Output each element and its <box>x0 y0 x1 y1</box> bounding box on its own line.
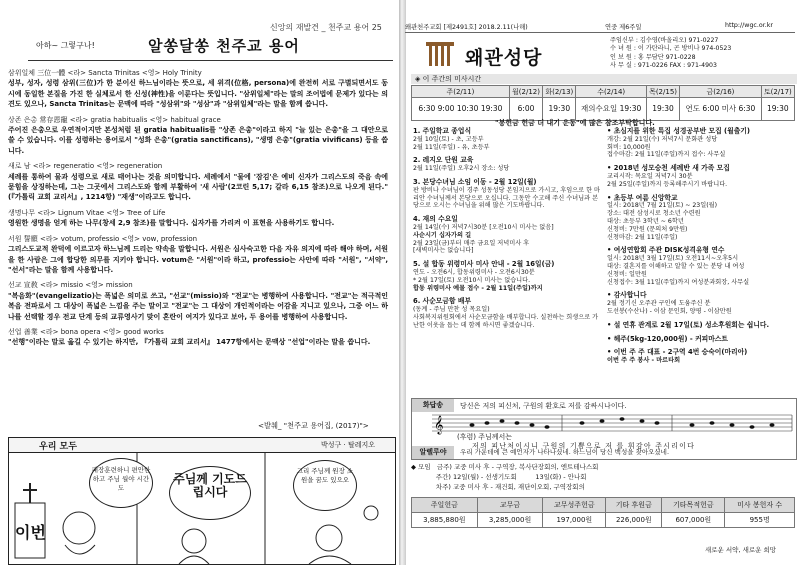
term-entry <box>8 208 388 229</box>
psalm-text: 당신은 저의 피신처, 구원의 환호로 저를 감싸시나이다. <box>460 402 627 410</box>
finance-table <box>411 497 795 528</box>
news-line: 대상: 초등부 3학년 ~ 6학년 <box>607 217 684 225</box>
alleluia-text: 우리 가운데에 큰 예언자가 나타나셨네. 하느님이 당신 백성을 찾아오셨네. <box>460 448 670 456</box>
mass-day: 월(2/12) <box>509 86 542 98</box>
meeting-line: 주간) 12일(월) - 선생기도회 13일(화) - 안나회 <box>411 473 587 481</box>
news-title: • 여성연합회 주관 DISK성격유형 연수 <box>607 246 725 255</box>
news-title: 4. 재의 수요일 <box>413 215 458 224</box>
term-definition: 그리스도교적 완덕에 이르고자 하느님께 드리는 약속을 말합니다. 서원은 심사숙고한 다음 자유 의지에 따라 해야 하며, 서원을 한 사람은 그에 합당한 의무를 지키야 합니다. votum은 "서원"이라 하고, professio는 사안에 따라 "서원", "서약", "선서"라는 말을 함께 사용합니다. <box>8 245 388 274</box>
news-line: * 2월 17일(토) 오전10시 미사는 없습니다. <box>413 276 531 284</box>
news-item <box>413 128 603 151</box>
news-line: 신청마감: 2월 11일(주일) <box>607 233 678 241</box>
news-item <box>607 128 797 159</box>
speech-bubble: 그리 주님께 원장 소원을 꿈도 있으오 <box>293 460 357 511</box>
mass-time: 연도 6:00 미사 6:30 <box>680 98 761 121</box>
news-line: 일시: 2018년 7월 21일(토) ~ 23일(월) <box>607 202 718 210</box>
news-line: 2월 25일(주일)까지 등록해주시기 바랍니다. <box>607 180 728 188</box>
mass-day: 목(2/15) <box>646 86 679 98</box>
news-title: 2. 레지오 단원 교육 <box>413 156 474 165</box>
citation: <발췌_ "천주교 용어집, (2017)"> <box>258 421 369 430</box>
staff-line: 사 무 실 : 971-0226 FAX : 971-4903 <box>610 62 717 70</box>
staff-line: 인 보 원 : 홍 무담단 971-0228 <box>610 53 696 61</box>
church-logo-icon <box>425 40 455 68</box>
footer-slogan: 새로운 서약, 새로운 희망 <box>705 546 777 554</box>
term-entry <box>8 115 388 157</box>
news-title: • 2018년 성모승천 세례반 새 가족 모집 <box>607 164 730 173</box>
finance-value: 226,000원 <box>606 513 662 528</box>
news-title: • 설 연휴 관계로 2월 17일(토) 성소후원회는 쉽니다. <box>607 320 770 329</box>
news-item <box>413 298 603 329</box>
news-line: 사순시기 십자가의 길 <box>413 231 472 239</box>
website-link[interactable]: http://wgc.or.kr <box>725 22 774 29</box>
term-heading: 서원 誓願 <라> votum, professio <영> vow, profession <box>8 234 198 243</box>
finance-header: 교무성주헌금 <box>543 498 606 513</box>
news-line: 2월 11일(주일) - 유, 초등부 <box>413 143 490 151</box>
news-item <box>607 349 797 365</box>
mass-title: ◈ 이 주간의 미사시간 <box>411 74 797 84</box>
mass-time: 6:30 9:00 10:30 19:30 <box>412 98 510 121</box>
news-left-column <box>413 128 603 336</box>
mass-day: 수(2/14) <box>576 86 646 98</box>
finance-header: 기타목적헌금 <box>662 498 725 513</box>
term-entry <box>8 280 388 322</box>
meeting-line: 차주) 교중 미사 후 - 재건회, 재단이오회, 구역장회의 <box>411 483 585 491</box>
mass-day: 주(2/11) <box>412 86 510 98</box>
meetings <box>411 462 795 492</box>
term-definition: 영원한 생명을 얻게 하는 나무(창세 2,9 참조)를 말합니다. 십자가를 가리켜 이 표현을 사용하기도 합니다. <box>8 219 335 228</box>
news-item <box>607 322 797 330</box>
finance-header: 미사 봉헌자 수 <box>725 498 795 513</box>
news-line: 신청비: 7만원 (문의처 9만원) <box>607 225 688 233</box>
news-line: 회비: 10,000원 <box>607 143 651 151</box>
news-line: 일시: 2018년 3월 17일(토) 오전11시~오후5시 <box>607 255 739 263</box>
finance-header: 교무금 <box>477 498 543 513</box>
psalm-lyric-2: 저의 피난처이시니 구원의 기쁨으로 저 를 휘감아 주시리이다 <box>472 442 696 450</box>
news-item <box>413 157 603 173</box>
term-entry <box>8 161 388 203</box>
svg-text:𝄞: 𝄞 <box>434 415 444 434</box>
mass-schedule <box>411 85 795 121</box>
comic-author: 박성구 · 탈레지오 <box>321 441 376 449</box>
news-line: 대상: 결혼지를 이해하고 알할 수 있는 분당 내 여성 <box>607 262 745 270</box>
term-entry <box>8 327 388 348</box>
staff-line: 수 녀 원 : 이 가탄라니, 곤 방비나 974-0523 <box>610 45 732 53</box>
news-title: 1. 주일학교 종업식 <box>413 127 472 135</box>
news-line: 2월 11일(주일) 오후2시 장소: 성당 <box>413 165 510 173</box>
alleluia-label: 알렐루야 <box>412 446 454 459</box>
aha-label: 아하~ 그렇구나! <box>36 41 95 50</box>
psalm-box <box>411 398 797 460</box>
mass-time: 19:30 <box>543 98 576 121</box>
finance-value: 197,000원 <box>543 513 606 528</box>
news-line: [새벽미사는 없습니다] <box>413 247 474 255</box>
news-line: 도선봉(수산나) - 이삼 문인회, 양평 - 이삼만원 <box>607 307 732 315</box>
news-item <box>413 261 603 292</box>
issue-info: 왜관천주교회 [제2491호] 2018.2.11(나해) <box>405 24 528 31</box>
news-line: 2월 정기신 오주관 구인에 도움주신 분 <box>607 300 711 308</box>
mass-day: 화(2/13) <box>543 86 576 98</box>
psalm-lyric-1: (후렴) 주님께서는 <box>457 433 513 441</box>
speech-bubble: 패장훈련하니 편안한 하고 주님 월야 시간도 <box>89 458 153 508</box>
news-line: 사회복지위원회에서 사순모금함을 배부합니다. 실천하는 희생으로 가난한 이웃을 돕는 데 함께 하시면 좋겠습니다. <box>413 313 599 329</box>
news-line: 이번 주 주 봉사 - 마르타회 <box>607 357 681 365</box>
title-box <box>28 33 393 61</box>
news-title: 5. 설 합동 위령미사 미사 안내 - 2월 16일(금) <box>413 260 555 269</box>
comic-title-bar <box>9 438 395 453</box>
finance-value: 607,000원 <box>662 513 725 528</box>
news-title: • 감사합니다 <box>607 291 647 300</box>
news-line: 판 방비나 수녀님이 경주 성동성당 본임지으로 가시고, 후임으로 한 마리안 수녀님께서 본당으로 오십니다. 그동안 수고해 주신 수녀님과 본당으로 오시는 수녀님을 위해 많은 기도바랍니다. <box>413 186 601 210</box>
finance-value: 3,285,000원 <box>477 513 543 528</box>
news-line: 장소: 대전 삼성시로 청소년 수련원 <box>607 210 701 218</box>
staff-info <box>610 37 731 71</box>
page-title: 알쏭달쏭 천주교 용어 <box>148 37 300 55</box>
church-name: 왜관성당 <box>465 47 543 69</box>
section-header: 신앙의 재발견 _ 천주교 용어 25 <box>270 23 382 32</box>
news-line: 합동 위령미사 예물 접수 - 2월 11일(주일)까지 <box>413 284 543 292</box>
term-heading: 선업 善業 <라> bona opera <영> good works <box>8 327 164 336</box>
term-heading: 상존 은총 常存恩寵 <라> gratia habitualis <영> habitual grace <box>8 115 221 124</box>
news-line: 신청접수: 3월 11일(주일)까지 여성분과회장, 사무실 <box>607 278 750 286</box>
finance-header: 기타 후원금 <box>606 498 662 513</box>
top-bar <box>405 22 795 33</box>
news-line: (동계 - 주님 만찬 성 목요일) <box>413 306 490 314</box>
news-item <box>607 165 797 188</box>
news-title: 6. 사순모금함 배부 <box>413 297 472 306</box>
term-entry <box>8 234 388 276</box>
news-line: 신청비: 일만원 <box>607 270 647 278</box>
news-line: 접수마감: 2월 11일(주일)까지 접수: 사무실 <box>607 151 726 159</box>
finance-value: 955명 <box>725 513 795 528</box>
meeting-line: ◆ 모임 금주) 교중 미사 후 - 구역장, 복사단장회의, 엔트테나스회 <box>411 463 599 471</box>
news-line: 2월 23일(금)부터 매주 금요일 저녁미사 후 <box>413 239 530 247</box>
sunday-label: 연중 제6주일 <box>605 24 642 31</box>
term-heading: 새로 남 <라> regeneratio <영> regeneration <box>8 162 163 171</box>
mass-day: 금(2/16) <box>680 86 761 98</box>
mass-time: 6:00 <box>509 98 542 121</box>
news-title: 3. 본당수녀님 소임 이동 - 2월 12일(월) <box>413 177 537 186</box>
comic-sign: 이번 <box>15 523 46 542</box>
comic-strip <box>8 437 396 565</box>
news-item <box>607 292 797 315</box>
mass-time: 재의수요일 19:30 <box>576 98 646 121</box>
news-line: 연도 - 오전6시, 합동위령미사 - 오전6시30분 <box>413 268 535 276</box>
news-line: 개강: 2월 21일(수) 저녁7시 문화관 성당 <box>607 135 718 143</box>
news-title: • 초등부 여름 신앙학교 <box>607 193 678 202</box>
news-item <box>607 247 797 286</box>
news-item <box>413 216 603 255</box>
psalm-label: 화답송 <box>412 399 454 412</box>
term-definition: "복음화"(evangelizatio)는 폭넓은 의미로 쓰고, "선교"(missio)와 "전교"는 병행하여 사용합니다. "전교"는 적극적인 복음 전파로서 그 대상이 폭넓은 느낌을 주는 말이고 "전교"는 그 대상이 개인적이라는 어감을 지니고 있으나, 그중 어느 하나를 선택할 경우 전교 단계 등의 교류영사기 맞이 혼란이 여지가 있다고 보아, 두 용어를 병행하여 사용합니다. <box>8 291 388 321</box>
term-definition: "선행"이라는 말로 옮길 수 있기는 하지만, 『가톨릭 교회 교리서』 1477항에서는 문맥상 "선업"이라는 말을 씁니다. <box>8 338 371 347</box>
finance-header: 주일헌금 <box>412 498 478 513</box>
news-line: 교리시작: 목요일 저녁7시 30분 <box>607 172 693 180</box>
notice-quote: "봉헌금 헌금 더 내기 운동"에 많은 참조부탁합니다. <box>495 119 655 127</box>
mass-time: 19:30 <box>646 98 679 121</box>
news-line: 2월 14일(수) 저녁7시30분 [오전10시 미사는 없음] <box>413 223 554 231</box>
news-item <box>607 336 797 344</box>
right-page <box>405 0 800 565</box>
term-entry <box>8 68 388 110</box>
finance-value: 3,885,880원 <box>412 513 478 528</box>
news-line: 2월 10일(토) - 초, 고등부 <box>413 135 484 143</box>
term-definition: 성부, 성자, 성령 삼위(三位)가 한 분이신 하느님이라는 뜻으로, 세 위격(位格, persona)에 완전히 서로 구별되면서도 동시에 동일한 본질을 가진 한 실체로서 한 신성(神性)을 이룬다는 뜻입니다. "삼위일체"라는 말의 조어법에 문제가 있다는 의견도 있으나, Sancta Trinitas는 문맥에 따라 "성삼위"와 "성삼"과 "삼위일체"라는 말을 함께 씁니다. <box>8 79 388 109</box>
term-definition: 주어진 은총으로 우연적이지만 본성처럼 된 gratia habitualis를 "상존 은총"이라고 하지 "늘 있는 은총"을 그 대안으로 쓸 수 있습니다. 이를 성령하는 용어로서 "성화 은총"(gratia sanctificans), "생명 은총"(gratia vivificans) 등을 씁니다. <box>8 126 388 155</box>
term-heading: 생명나무 <라> Lignum Vitae <영> Tree of Life <box>8 208 166 217</box>
mass-time: 19:30 <box>761 98 794 121</box>
mass-day: 토(2/17) <box>761 86 794 98</box>
term-heading: 삼위일체 三位一體 <라> Sancta Trinitas <영> Holy Trinity <box>8 69 202 77</box>
term-heading: 선교 宣敎 <라> missio <영> mission <box>8 281 133 290</box>
term-definition: 세례를 통하여 물과 성령으로 새로 태어나는 것을 의미합니다. 세례에서 "물에 '잠김'은 예비 신자가 그리스도의 죽음 속에 묻힘을 상징하는데, 그는 그곳에서 그리스도와 함께 부활하여 '새 사람'(2코린 5,17; 갈라 6,15 참조)으로 나오게 된다."(『가톨릭 교회 교리서』, 1214항) "재생"이라고도 합니다. <box>8 172 388 202</box>
term-list <box>8 68 388 353</box>
comic-title: 우리 모두 <box>39 442 77 452</box>
news-title: • 이번 주 주 대표 - 2구역 4번 승숙이(마리아) <box>607 348 748 357</box>
speech-bubble: 주님께 기도드립시다 <box>169 466 251 520</box>
staff-line: 주임신부 : 김수영(바올리오) 971-0227 <box>610 37 719 44</box>
news-item <box>413 179 603 210</box>
news-title: • 헤주(5kg-120,000원) - 커피마스트 <box>607 334 728 343</box>
news-right-column <box>607 128 797 371</box>
news-item <box>607 195 797 242</box>
news-title: • 초심지를 위한 특집 성경공부반 모집 (월출기) <box>607 127 750 135</box>
